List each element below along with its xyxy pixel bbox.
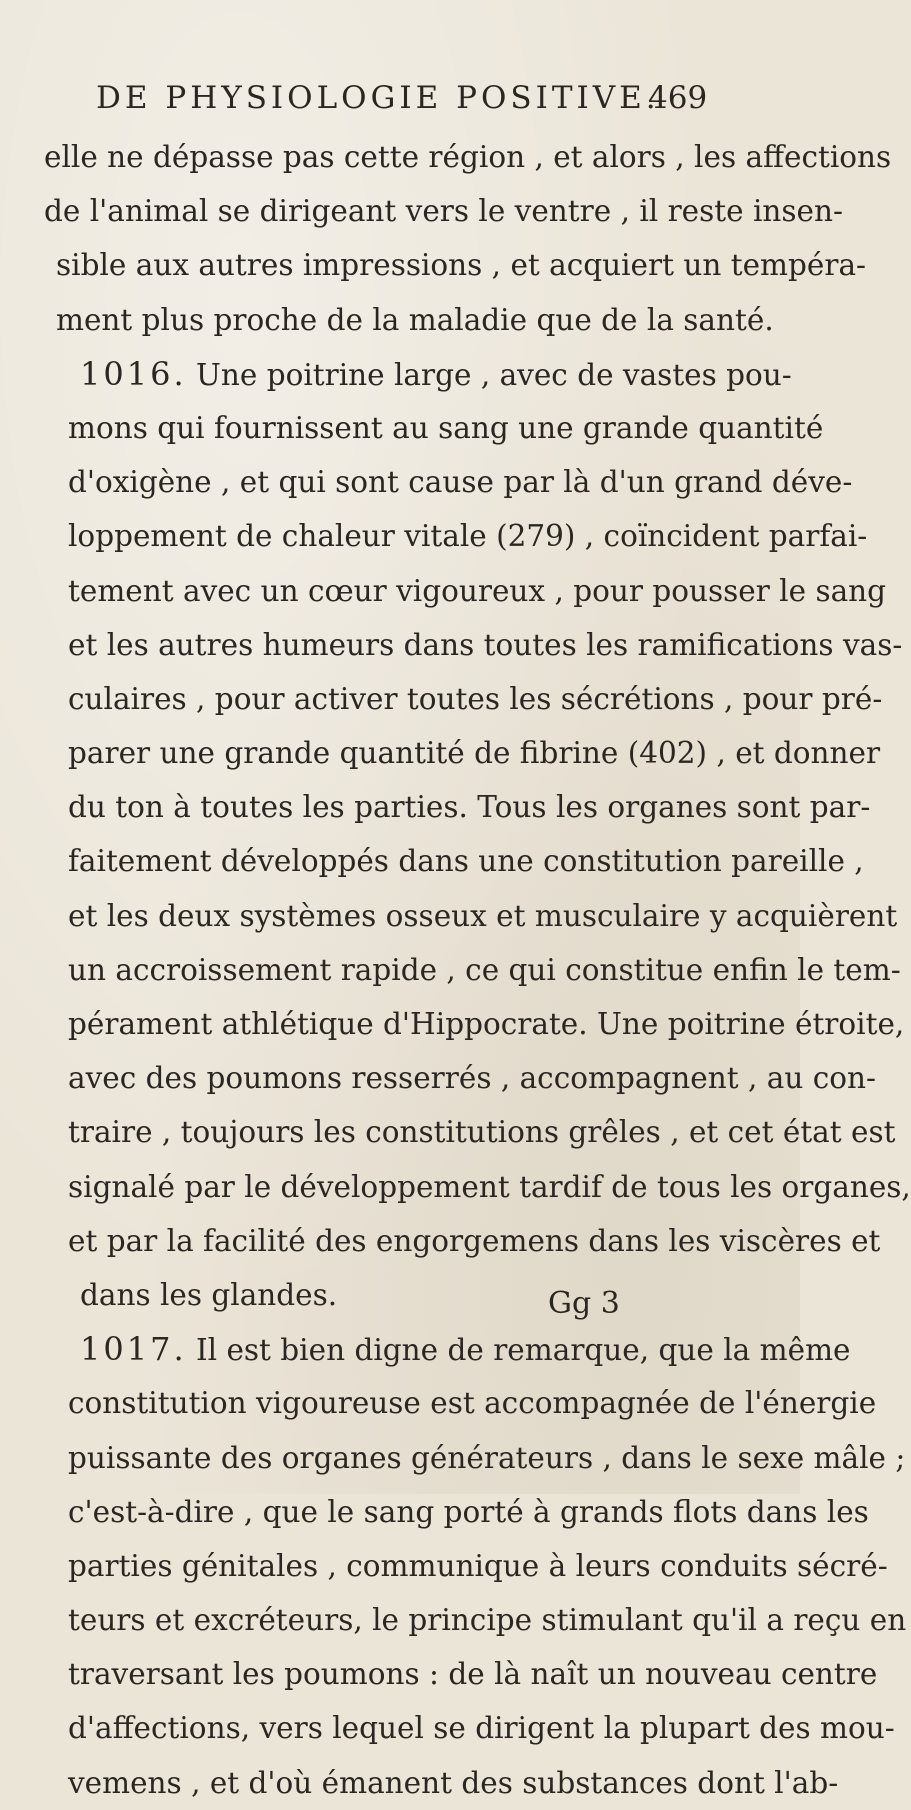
page-number: 469 xyxy=(648,80,708,116)
paragraph-number: 1017. xyxy=(80,1330,187,1369)
text-line: et par la facilité des engorgemens dans les viscères et xyxy=(68,1223,881,1258)
text-line: dans les glandes. xyxy=(80,1277,338,1312)
text-line: c'est-à-dire , que le sang porté à grands flots dans les xyxy=(68,1494,869,1529)
text-line: pérament athlétique d'Hippocrate. Une poitrine étroite, xyxy=(68,1007,905,1041)
text-line: puissante des organes générateurs , dans le sexe mâle ; xyxy=(68,1440,906,1475)
running-title: DE PHYSIOLOGIE POSITIVE. xyxy=(96,80,660,116)
text-line: loppement de chaleur vitale (279) , coïncident parfai- xyxy=(68,519,868,554)
signature-mark: Gg 3 xyxy=(548,1286,620,1321)
text-line: traversant les poumons : de là naît un nouveau centre xyxy=(68,1657,878,1692)
text-line: elle ne dépasse pas cette région , et alors , les affections xyxy=(44,140,892,174)
text-line: parer une grande quantité de fibrine (402) , et donner xyxy=(68,736,881,771)
text-line: faitement développés dans une constitution pareille , xyxy=(68,844,864,879)
text-line: un accroissement rapide , ce qui constitue enfin le tem- xyxy=(68,952,901,987)
text-line: et les autres humeurs dans toutes les ramifications vas- xyxy=(68,627,903,662)
paragraph-number: 1016. xyxy=(80,354,187,393)
paragraph-1017 xyxy=(44,1322,851,1376)
text-line: sible aux autres impressions , et acquiert un tempéra- xyxy=(56,248,867,283)
text-line: mons qui fournissent au sang une grande quantité xyxy=(68,410,824,445)
body-text xyxy=(44,130,911,1810)
text-line: traire , toujours les constitutions grêles , et cet état est xyxy=(68,1115,896,1150)
text-line: d'affections, vers lequel se dirigent la plupart des mou- xyxy=(68,1711,895,1746)
text-line: ment plus proche de la maladie que de la santé. xyxy=(56,302,774,337)
text-line: et les deux systèmes osseux et musculaire y acquièrent xyxy=(68,898,898,933)
text-line: teurs et excréteurs, le principe stimulant qu'il a reçu en xyxy=(68,1603,907,1638)
text-line: Une poitrine large , avec de vastes pou- xyxy=(196,357,792,392)
text-line: tement avec un cœur vigoureux , pour pousser le sang xyxy=(68,573,887,608)
paragraph-1016 xyxy=(44,347,792,401)
text-line: parties génitales , communique à leurs conduits sécré- xyxy=(68,1548,888,1583)
text-line: signalé par le développement tardif de tous les organes, xyxy=(68,1169,911,1204)
text-line: du ton à toutes les parties. Tous les organes sont par- xyxy=(68,790,871,825)
text-line: constitution vigoureuse est accompagnée de l'énergie xyxy=(68,1386,877,1421)
page-header xyxy=(0,80,800,136)
text-line: Il est bien digne de remarque, que la même xyxy=(196,1333,851,1368)
text-line: de l'animal se dirigeant vers le ventre , il reste insen- xyxy=(44,194,843,229)
text-line: vemens , et d'où émanent des substances dont l'ab- xyxy=(68,1765,839,1800)
text-line: d'oxigène , et qui sont cause par là d'un grand déve- xyxy=(68,465,853,500)
text-line: culaires , pour activer toutes les sécrétions , pour pré- xyxy=(68,681,883,716)
text-line: avec des poumons resserrés , accompagnent , au con- xyxy=(68,1061,876,1096)
